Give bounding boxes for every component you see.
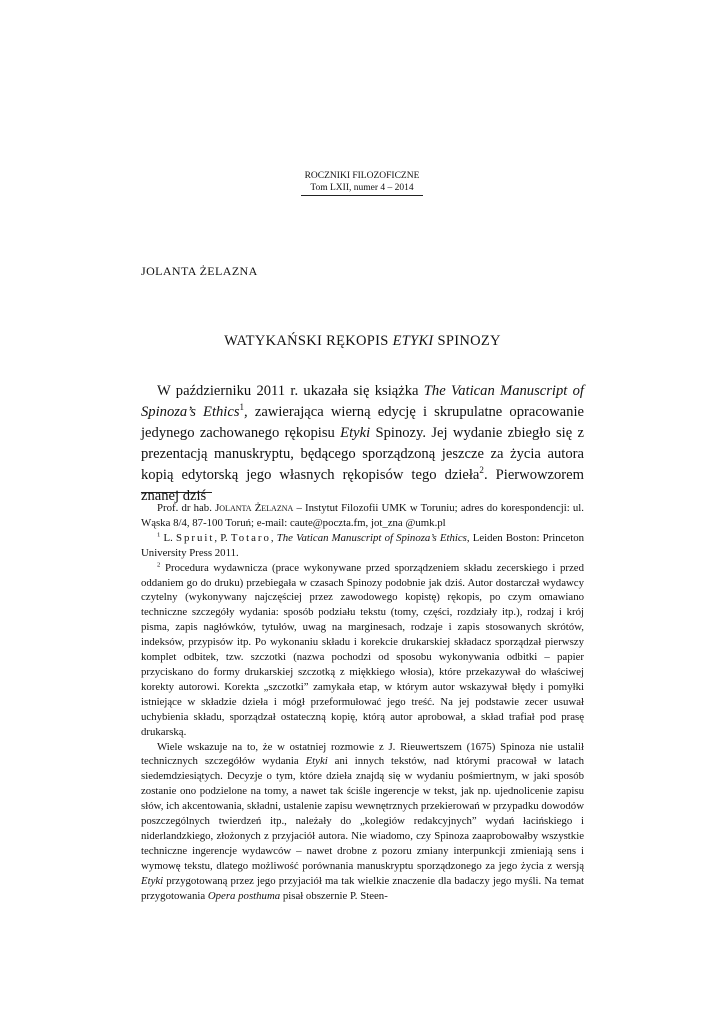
- cited-author: Totaro: [230, 531, 271, 544]
- note-text: pisał obszernie P. Steen-: [280, 889, 388, 902]
- article-author: JOLANTA ŻELAZNA: [141, 264, 258, 278]
- note-text: , P.: [214, 531, 231, 544]
- note-text: Procedura wydawnicza (prace wykonywane przed sporządzeniem składu zecerskiego i przed oddaniem go do druku) przebiegała w czasach Spinozy podobnie jak dziś. Autor dostarczał wydawcy czytelny (wykonywany najczęściej przez zawodowego kopistę) rękopis, po czym omawiano techniczne szczegóły wydania: sposób podziału tekstu (tomy, części, rozdziały itp.), rodzaj i krój pisma, zapis nagłówków, tytułów, uwag na marginesach, rodzaje i zapis stosowanych skrótów, indeksów, przypisów itp. Po wykonaniu składu i korekcie drukarskiej składacz sporządzał pierwszy komplet odbitek, tzw. szczotki (nazwa pochodzi od sposobu wykonywania odbitki – papier przyciskano do formy drukarskiej szczotką z miękkiego włosia), które przekazywał do właściwej korekty autorowi. Korekta „szczotki” zamykała etap, w którym autor wskazywał błędy i pomyłki istniejące w składzie dzieła i mógł przeformułować jego treść. Na jej podstawie zecer usuwał uchybienia składu, sporządzał ostateczną kopię, którą autor aprobował, a skład trafiał pod prasę drukarską.: [141, 561, 584, 738]
- footnote-2-continuation: [141, 740, 584, 904]
- note-text: ,: [270, 531, 277, 544]
- footnote-number: 2: [157, 561, 161, 569]
- body-text: W październiku 2011 r. ukazała się książka: [157, 383, 424, 399]
- book-title: Etyki: [305, 755, 328, 768]
- body-text: , zawierająca wierną edycję i skrupulatne opracowanie jedynego zachowanego rękopisu: [141, 404, 584, 441]
- title-italic: ETYKI: [392, 333, 434, 349]
- footnote-ref[interactable]: 1: [239, 402, 245, 413]
- note-text: L.: [160, 531, 176, 544]
- note-text: Wiele wskazuje na to, że w ostatniej rozmowie z J. Rieuwertszem (1675) Spinoza nie ustalił technicznych szczegółów wydania: [141, 740, 584, 768]
- note-text: przygotowaną przez jego przyjaciół ma tak wielkie znaczenie dla badaczy jego myśli. Na temat przygotowania: [141, 874, 584, 902]
- note-text: Prof. dr hab.: [157, 502, 216, 514]
- book-title: Opera posthuma: [207, 889, 281, 902]
- body-paragraph: [141, 381, 584, 507]
- title-part: WATYKAŃSKI RĘKOPIS: [224, 333, 393, 349]
- book-title: Etyki: [141, 874, 164, 887]
- journal-header: [301, 170, 423, 196]
- author-name: Jolanta Żelazna: [215, 502, 294, 514]
- journal-name: ROCZNIKI FILOZOFICZNE: [304, 171, 420, 181]
- book-title: The Vatican Manuscript of Spinoza’s Ethics: [276, 531, 467, 544]
- body-text: Spinozy. Jej wydanie zbiegło się z prezentacją manuskryptu, będącego sporządzoną jeszcze za życia autora kopią edytorską jego własnych rękopisów tego dzieła: [141, 425, 584, 483]
- body-text: . Pierwowzorem znanej dziś: [141, 467, 584, 504]
- note-text: ani innych tekstów, nad którymi pracował w latach siedemdziesiątych. Decyzje o tym, które dzieła znajdą się w wydaniu pośmiertnym, w jaki sposób zostanie ono podzielone na tomy, a nawet tak ściśle ingerencje w tekst, jak np. ujednolicenie zapisu słów, ich akcentowania, składni, ustalenie zapisu wewnętrznych przekierowań w przypadku dowodów poszczególnych twierdzeń itp., należały do „kolegiów redakcyjnych” wydań łacińskiego i niderlandzkiego, złożonych z przyjaciół autora. Nie wiadomo, czy Spinoza zaaprobowałby wszystkie techniczne ingerencje wydawców – nawet drobne z pozoru zmiany interpunkcji zmieniają sens i wymowę tekstu, dlatego możliwość porównania manuskryptu sporządzonego za jego życia z wersją: [141, 755, 584, 872]
- book-title: The Vatican Manuscript of Spinoza’s Ethics: [141, 383, 584, 420]
- journal-volume: Tom LXII, numer 4 – 2014: [301, 182, 423, 196]
- article-title: [141, 333, 584, 350]
- footnotes: [141, 501, 584, 903]
- cited-author: Spruit: [175, 531, 215, 544]
- note-text: , Leiden Boston: Princeton University Press 2011.: [141, 531, 584, 559]
- footnote-separator: [141, 492, 212, 493]
- book-title: Etyki: [340, 425, 371, 441]
- footnote-1: [141, 531, 584, 561]
- footnote-ref[interactable]: 2: [479, 465, 484, 476]
- note-text: – Instytut Filozofii UMK w Toruniu; adres do korespondencji: ul. Wąska 8/4, 87-100 Toruń; e-mail: caute@poczta.fm, jot_zna @umk.pl: [141, 502, 584, 529]
- author-note: [141, 501, 584, 531]
- footnote-number: 1: [157, 531, 161, 539]
- footnote-2: [141, 561, 584, 740]
- title-part: SPINOZY: [433, 333, 501, 349]
